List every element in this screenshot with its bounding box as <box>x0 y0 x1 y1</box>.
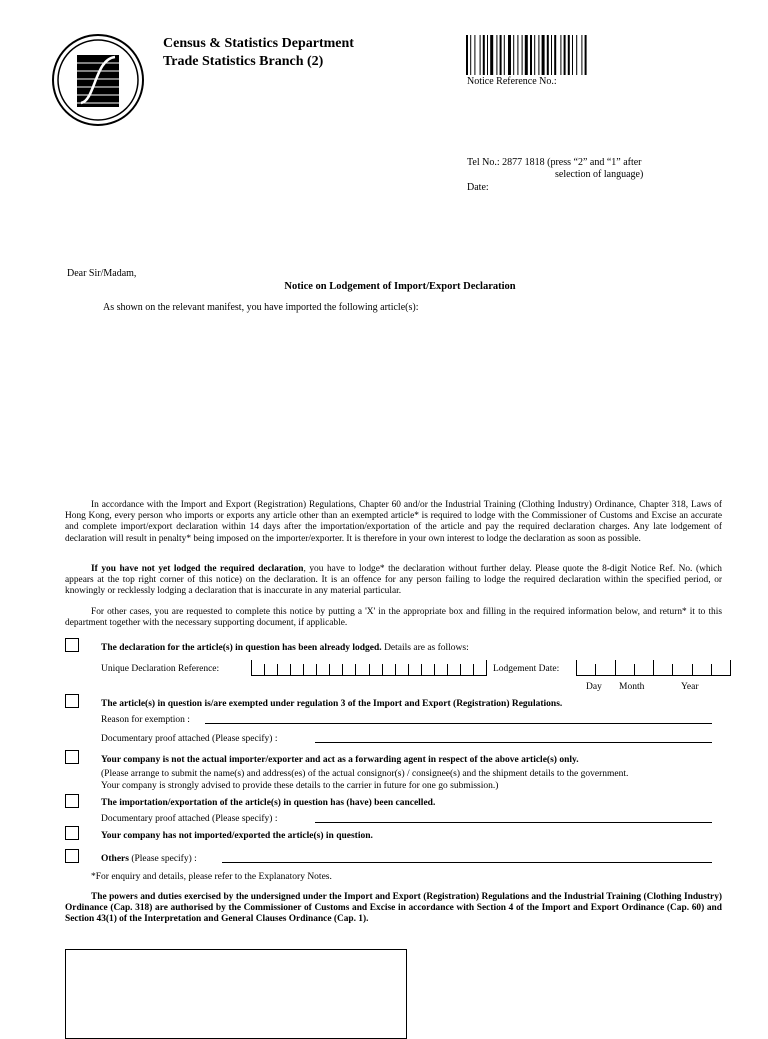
doc-proof-label: Documentary proof attached (Please specify) : <box>101 734 278 744</box>
option-exempted-label: The article(s) in question is/are exempted under regulation 3 of the Import and Export (Registration) Regulations. <box>101 699 563 709</box>
barcode-bar <box>542 35 545 75</box>
option-already-lodged-note: Details are as follows: <box>381 643 469 653</box>
month-label: Month <box>619 682 645 692</box>
barcode-bar <box>517 35 518 75</box>
barcode-bar <box>585 35 587 75</box>
date-boxes-divider <box>653 660 654 676</box>
udr-boxes-divider <box>316 664 317 676</box>
reason-exemption-field[interactable] <box>205 723 712 724</box>
tel-number: Tel No.: 2877 1818 (press “2” and “1” after <box>467 157 642 168</box>
powers-paragraph <box>65 892 722 926</box>
signature-box[interactable] <box>65 949 407 1039</box>
paragraph-other-cases <box>65 607 722 629</box>
checkbox-already-lodged[interactable] <box>65 638 79 652</box>
salutation: Dear Sir/Madam, <box>67 268 137 279</box>
barcode-bar <box>474 35 475 75</box>
option-already-lodged-label: The declaration for the article(s) in question has been already lodged. <box>101 643 382 653</box>
checkbox-cancelled[interactable] <box>65 794 79 808</box>
forwarding-note-1: (Please arrange to submit the name(s) and address(es) of the actual consignor(s) / consignee(s) and the shipment details to the government. <box>101 769 629 779</box>
lodgement-date-input[interactable] <box>576 660 731 676</box>
udr-boxes-divider <box>369 664 370 676</box>
date-boxes-divider <box>711 664 712 676</box>
tel-number-cont: selection of language) <box>555 169 644 180</box>
department-name: Census & Statistics Department <box>163 36 354 51</box>
checkbox-not-imported[interactable] <box>65 826 79 840</box>
barcode-bar <box>500 35 502 75</box>
barcode-bar <box>487 35 488 75</box>
paragraph-not-lodged <box>65 564 722 598</box>
barcode-bar <box>551 35 552 75</box>
year-label: Year <box>681 682 699 692</box>
reason-exemption-label: Reason for exemption : <box>101 715 190 725</box>
barcode-bar <box>554 35 556 75</box>
others-field[interactable] <box>222 862 712 863</box>
udr-boxes-divider <box>408 664 409 676</box>
udr-boxes-divider <box>355 664 356 676</box>
barcode-bar <box>522 35 523 75</box>
date-boxes-divider <box>595 664 596 676</box>
udr-boxes-divider <box>329 664 330 676</box>
barcode-bar <box>530 35 532 75</box>
day-label: Day <box>586 682 602 692</box>
udr-boxes-divider <box>395 664 396 676</box>
checkbox-others[interactable] <box>65 849 79 863</box>
option-others <box>101 853 197 865</box>
udr-boxes-divider <box>264 664 265 676</box>
paragraph-regulations-text: In accordance with the Import and Export (Registration) Regulations, Chapter 60 and/or the Industrial Training (Clothing Industry) Ordinance, Chapter 318, Laws of Hong Kong, every person who imports or exports any article other than an exempted article* is required to lodge with the Commissioner of Customs and Excise an accurate and complete import/export declaration within 14 days after the importation/exportation of the article and pay the required declaration charges. Any late lodgement of declaration will result in penalty* being imposed on the importer/exporter. It is therefore in your own interest to lodge the declaration as soon as possible. <box>65 500 722 544</box>
date-boxes-divider <box>576 660 577 676</box>
barcode-bar <box>466 35 468 75</box>
udr-label: Unique Declaration Reference: <box>101 664 220 674</box>
lodgement-date-label: Lodgement Date: <box>493 664 560 674</box>
udr-boxes-divider <box>421 664 422 676</box>
other-cases-text: For other cases, you are requested to complete this notice by putting a 'X' in the appropriate box and filling in the required information below, and return* it to this department together with the necessary supporting document, if applicable. <box>65 607 722 629</box>
barcode-bar <box>547 35 549 75</box>
option-cancelled-label: The importation/exportation of the article(s) in question has (have) been cancelled. <box>101 798 436 808</box>
date-boxes-divider <box>730 660 731 676</box>
footnote: *For enquiry and details, please refer to the Explanatory Notes. <box>91 872 332 882</box>
udr-boxes-divider <box>460 664 461 676</box>
barcode-bar <box>581 35 582 75</box>
barcode-bar <box>564 35 566 75</box>
barcode-bar <box>496 35 497 75</box>
option-not-imported-label: Your company has not imported/exported the article(s) in question. <box>101 831 373 841</box>
udr-boxes-divider <box>342 664 343 676</box>
barcode-bar <box>525 35 528 75</box>
option-already-lodged <box>101 642 469 654</box>
branch-name: Trade Statistics Branch (2) <box>163 54 324 69</box>
barcode-bar <box>568 35 570 75</box>
udr-boxes-divider <box>447 664 448 676</box>
doc-proof-field[interactable] <box>315 742 712 743</box>
doc-proof-label-2: Documentary proof attached (Please specify) : <box>101 814 278 824</box>
barcode-bar <box>508 35 511 75</box>
udr-boxes-divider <box>303 664 304 676</box>
udr-boxes-divider <box>290 664 291 676</box>
option-others-note: (Please specify) : <box>128 854 197 864</box>
powers-text: The powers and duties exercised by the undersigned under the Import and Export (Registration) Regulations and the Industrial Training (Clothing Industry) Ordinance (Cap. 318) are authorised by the Commissioner of Customs and Excise in accordance with Section 4 of the Import and Export Ordinance (Cap. 60) and Section 43(1) of the Interpretation and General Clauses Ordinance (Cap. 1). <box>65 892 722 925</box>
header-block <box>163 35 354 71</box>
date-boxes-divider <box>634 664 635 676</box>
udr-boxes-divider <box>251 660 252 676</box>
not-lodged-emphasis: If you have not yet lodged the required declaration <box>91 564 304 574</box>
option-forwarding-agent-label: Your company is not the actual importer/exporter and act as a forwarding agent in respect of the above article(s) only. <box>101 755 579 765</box>
date-boxes-divider <box>672 664 673 676</box>
udr-input[interactable] <box>251 660 487 676</box>
notice-title: Notice on Lodgement of Import/Export Declaration <box>284 281 516 292</box>
date-boxes-divider <box>692 664 693 676</box>
barcode-bar <box>483 35 485 75</box>
barcode <box>466 35 616 75</box>
barcode-bar <box>480 35 481 75</box>
department-logo <box>51 33 145 127</box>
udr-boxes-divider <box>434 664 435 676</box>
udr-boxes-divider <box>486 660 487 676</box>
notice-reference-label: Notice Reference No.: <box>467 76 557 87</box>
forwarding-note-2: Your company is strongly advised to provide these details to the carrier in future for one go submission.) <box>101 781 499 791</box>
barcode-bar <box>470 35 471 75</box>
date-boxes-divider <box>615 660 616 676</box>
udr-boxes-divider <box>382 664 383 676</box>
option-others-label: Others <box>101 854 129 864</box>
intro-text: As shown on the relevant manifest, you have imported the following article(s): <box>103 302 419 313</box>
date-label: Date: <box>467 182 489 193</box>
not-lodged-text: , you have to lodge* the declaration without further delay. Please quote the 8-digit Notice Ref. No. (which appears at the top right corner of this notice) on the declaration. It is an offence for any person failing to lodge the required declaration within the specified period, or knowingly or recklessly lodging a declaration that is inaccurate in any material particular. <box>65 564 722 597</box>
doc-proof-field-2[interactable] <box>315 822 712 823</box>
barcode-bar <box>513 35 514 75</box>
barcode-bar <box>560 35 561 75</box>
barcode-bar <box>576 35 577 75</box>
barcode-bar <box>572 35 573 75</box>
barcode-bar <box>534 35 535 75</box>
paragraph-regulations <box>65 500 722 545</box>
checkbox-forwarding-agent[interactable] <box>65 750 79 764</box>
barcode-bar <box>538 35 539 75</box>
udr-boxes-divider <box>277 664 278 676</box>
barcode-bar <box>504 35 505 75</box>
barcode-bar <box>490 35 493 75</box>
checkbox-exempted[interactable] <box>65 694 79 708</box>
udr-boxes-divider <box>473 664 474 676</box>
